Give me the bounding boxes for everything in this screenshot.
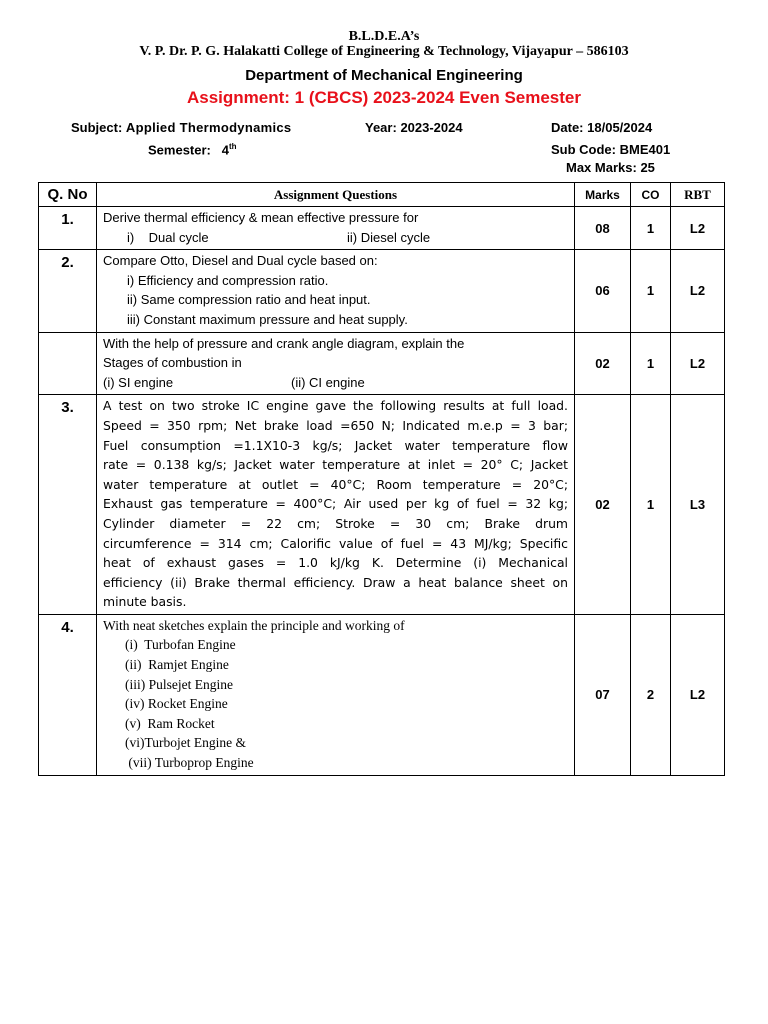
table-row bbox=[39, 395, 725, 615]
subject-field bbox=[71, 120, 291, 135]
org-name: B.L.D.E.A’s bbox=[348, 29, 420, 44]
question-line: water temperature at outlet = 40°C; Room temperature = 20°C; bbox=[103, 476, 568, 492]
question-line: With the help of pressure and crank angle diagram, explain the bbox=[103, 335, 465, 351]
question-line: (i) Turbofan Engine bbox=[125, 637, 236, 653]
question-number: 3. bbox=[39, 395, 97, 615]
header-marks: Marks bbox=[575, 183, 631, 207]
subitem-b: ii) Diesel cycle bbox=[347, 229, 431, 245]
subitem-a: i) Dual cycle bbox=[127, 229, 209, 245]
marks-cell: 02 bbox=[575, 332, 631, 395]
question-line: (iii) Pulsejet Engine bbox=[125, 676, 233, 692]
question-subitems bbox=[103, 228, 568, 248]
question-line: Fuel consumption =1.1X10-3 kg/s; Jacket water temperature flow bbox=[103, 437, 568, 453]
subcode-value: BME401 bbox=[619, 142, 671, 157]
semester-suffix: th bbox=[228, 142, 237, 151]
question-line: Compare Otto, Diesel and Dual cycle based on: bbox=[103, 253, 378, 269]
date-label: Date: bbox=[551, 120, 584, 135]
date-value: 18/05/2024 bbox=[587, 120, 653, 135]
marks-cell: 07 bbox=[575, 614, 631, 775]
question-subitems bbox=[103, 373, 568, 393]
subcode-label: Sub Code: bbox=[551, 142, 616, 157]
question-line: (v) Ram Rocket bbox=[125, 715, 215, 731]
header-rbt: RBT bbox=[671, 183, 725, 207]
marks-cell: 08 bbox=[575, 207, 631, 250]
table-header-row bbox=[39, 183, 725, 207]
question-number bbox=[39, 332, 97, 395]
question-number: 2. bbox=[39, 250, 97, 332]
rbt-cell: L2 bbox=[671, 332, 725, 395]
subcode-field bbox=[551, 142, 670, 157]
question-line: minute basis. bbox=[103, 594, 187, 610]
header-co: CO bbox=[631, 183, 671, 207]
header-questions: Assignment Questions bbox=[97, 183, 575, 207]
semester-value: 4 bbox=[221, 142, 229, 158]
co-cell: 1 bbox=[631, 250, 671, 332]
question-line: (ii) Ramjet Engine bbox=[125, 657, 229, 673]
co-cell: 1 bbox=[631, 395, 671, 615]
semester-label: Semester: bbox=[148, 142, 211, 158]
maxmarks-value: 25 bbox=[640, 160, 655, 175]
rbt-cell: L2 bbox=[671, 250, 725, 332]
subject-value: Applied Thermodynamics bbox=[125, 120, 292, 135]
subitem-a: (i) SI engine bbox=[103, 374, 174, 390]
marks-cell: 06 bbox=[575, 250, 631, 332]
question-line: A test on two stroke IC engine gave the following results at full load. bbox=[103, 398, 568, 414]
maxmarks-field bbox=[566, 160, 655, 175]
subject-label: Subject: bbox=[71, 120, 123, 135]
table-row bbox=[39, 332, 725, 395]
assignment-table bbox=[38, 182, 725, 776]
question-line: circumference = 314 cm; Calorific value of fuel = 43 MJ/kg; Specific bbox=[103, 535, 568, 551]
question-text bbox=[97, 250, 575, 332]
question-text bbox=[97, 332, 575, 395]
rbt-cell: L3 bbox=[671, 395, 725, 615]
question-line: (vi)Turbojet Engine & bbox=[125, 735, 246, 751]
year-value: 2023-2024 bbox=[400, 120, 463, 135]
question-number: 1. bbox=[39, 207, 97, 250]
question-line: Cylinder diameter = 22 cm; Stroke = 30 cm; Brake drum bbox=[103, 515, 568, 531]
assignment-title: Assignment: 1 (CBCS) 2023-2024 Even Semester bbox=[187, 88, 581, 107]
question-line: efficiency (ii) Brake thermal efficiency. Draw a heat balance sheet on bbox=[103, 574, 568, 590]
year-field bbox=[365, 120, 463, 135]
co-cell: 1 bbox=[631, 207, 671, 250]
college-name: V. P. Dr. P. G. Halakatti College of Engineering & Technology, Vijayapur – 586103 bbox=[139, 44, 629, 59]
question-text bbox=[97, 207, 575, 250]
question-number: 4. bbox=[39, 614, 97, 775]
question-line: With neat sketches explain the principle and working of bbox=[103, 617, 405, 633]
year-label: Year: bbox=[365, 120, 397, 135]
question-line: rate = 0.138 kg/s; Jacket water temperature at inlet = 20° C; Jacket bbox=[103, 457, 568, 473]
question-line: Speed = 350 rpm; Net brake load =650 N; Indicated m.e.p = 3 bar; bbox=[103, 417, 568, 433]
question-line: iii) Constant maximum pressure and heat supply. bbox=[127, 311, 408, 327]
question-line: Stages of combustion in bbox=[103, 355, 242, 371]
table-row bbox=[39, 614, 725, 775]
marks-cell: 02 bbox=[575, 395, 631, 615]
subitem-b: (ii) CI engine bbox=[291, 374, 365, 390]
co-cell: 2 bbox=[631, 614, 671, 775]
semester-field bbox=[148, 142, 237, 157]
rbt-cell: L2 bbox=[671, 614, 725, 775]
question-line: ii) Same compression ratio and heat input. bbox=[127, 292, 371, 308]
header-qno: Q. No bbox=[39, 183, 97, 207]
table-row bbox=[39, 207, 725, 250]
question-line: heat of exhaust gases = 1.0 kJ/kg K. Determine (i) Mechanical bbox=[103, 555, 568, 571]
question-line: (iv) Rocket Engine bbox=[125, 696, 228, 712]
question-text bbox=[97, 614, 575, 775]
maxmarks-label: Max Marks: bbox=[566, 160, 637, 175]
question-line: (vii) Turboprop Engine bbox=[125, 755, 254, 771]
co-cell: 1 bbox=[631, 332, 671, 395]
date-field bbox=[551, 120, 652, 135]
department-name: Department of Mechanical Engineering bbox=[245, 67, 523, 84]
question-line: Derive thermal efficiency & mean effective pressure for bbox=[103, 210, 419, 225]
question-line: Exhaust gas temperature = 400°C; Air used per kg of fuel = 32 kg; bbox=[103, 496, 568, 512]
question-text bbox=[97, 395, 575, 615]
table-row bbox=[39, 250, 725, 332]
rbt-cell: L2 bbox=[671, 207, 725, 250]
question-line: i) Efficiency and compression ratio. bbox=[127, 272, 329, 288]
